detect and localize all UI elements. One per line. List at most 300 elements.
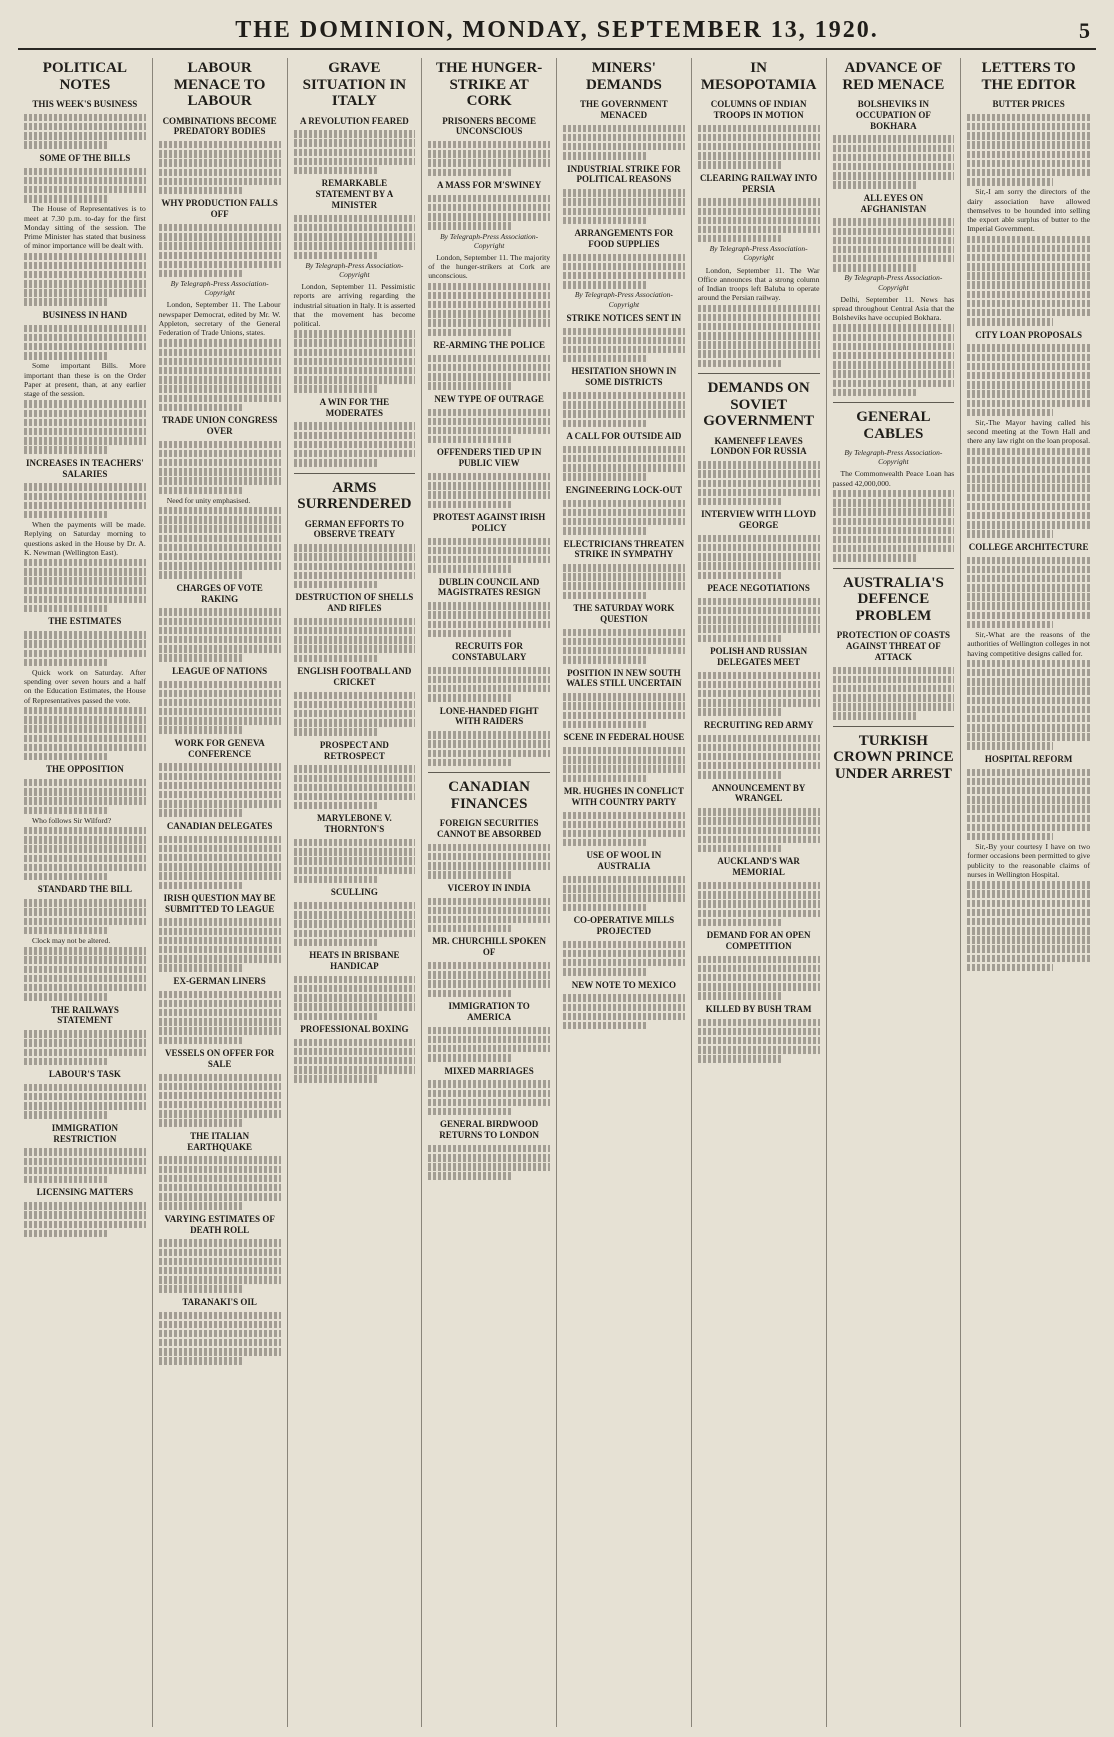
body-text-line: [428, 621, 550, 628]
body-text-line: [698, 891, 820, 898]
body-text-line: [159, 1074, 281, 1081]
body-text-line: [294, 876, 379, 883]
body-text-line: [967, 669, 1090, 676]
body-text-line: [24, 735, 146, 742]
body-text-line: [698, 314, 820, 321]
body-text-line: [563, 573, 685, 580]
body-text-line: [428, 382, 513, 389]
body-text-line: [428, 1080, 550, 1087]
dateline: By Telegraph-Press Association-Copyright: [170, 279, 269, 298]
article-paragraph: Sir,-By your courtesy I have on two former occasions been permitted to give publicity to the reasonable claims of nurses in Wellington Hospital.: [967, 842, 1090, 879]
article-subheading: POLISH AND RUSSIAN DELEGATES MEET: [710, 645, 808, 667]
body-text-line: [24, 899, 146, 906]
body-text-line: [159, 872, 281, 879]
body-text-line: [698, 625, 820, 632]
article-subheading: REMARKABLE STATEMENT BY A MINISTER: [315, 178, 394, 211]
body-text-line: [159, 763, 281, 770]
body-text-line: [698, 125, 820, 132]
body-text-line: [428, 547, 550, 554]
body-text-line: [294, 233, 416, 240]
article-paragraph: London, September 11. The War Office announces that a strong column of Indian troops left Baluba to operate around the Persian railway.: [697, 265, 820, 303]
body-text-line: [294, 994, 416, 1001]
body-text-line: [24, 271, 146, 278]
body-text-line: [967, 706, 1090, 713]
body-text-line: [24, 956, 146, 963]
body-text-line: [294, 167, 379, 174]
body-text-line: [428, 685, 550, 692]
body-text-line: [428, 538, 550, 545]
body-text-line: [24, 325, 146, 332]
body-text-line: [563, 189, 685, 196]
article-headline: ARMS SURRENDERED: [297, 479, 412, 513]
body-text-line: [563, 950, 685, 957]
body-text-line: [428, 1154, 550, 1161]
body-text-line: [833, 237, 955, 244]
body-text-line: [24, 483, 146, 490]
body-text-line: [563, 564, 685, 571]
body-text-line: [428, 292, 550, 299]
body-text-line: [967, 318, 1053, 325]
body-text-line: [428, 409, 550, 416]
body-text-line: [428, 871, 513, 878]
article-paragraph: The Commonwealth Peace Loan has passed 42,000,000.: [832, 469, 955, 488]
column-rule: [698, 373, 820, 374]
body-text-line: [24, 114, 146, 121]
body-text-line: [428, 602, 550, 609]
article-subheading: VICEROY IN INDIA: [447, 882, 531, 893]
body-text-line: [563, 830, 685, 837]
body-text-line: [967, 575, 1090, 582]
body-text-line: [294, 655, 379, 662]
body-text-line: [833, 255, 955, 262]
body-text-line: [159, 1321, 281, 1328]
body-text-line: [967, 805, 1090, 812]
article-body: [833, 469, 955, 488]
body-text-line: [24, 168, 146, 175]
body-text-line: [967, 742, 1053, 749]
body-text-line: [428, 694, 513, 701]
body-text-line: [967, 521, 1090, 528]
body-text-line: [24, 195, 109, 202]
body-text-line: [159, 242, 281, 249]
body-text-line: [294, 719, 416, 726]
article-subheading: THE OPPOSITION: [45, 764, 124, 775]
body-text-line: [159, 395, 281, 402]
body-text-line: [159, 845, 281, 852]
article-subheading: STRIKE NOTICES SENT IN: [566, 312, 682, 323]
body-text-line: [428, 676, 550, 683]
body-text-line: [967, 769, 1090, 776]
body-text-line: [159, 654, 244, 661]
body-text-line: [967, 263, 1090, 270]
body-text-line: [428, 473, 550, 480]
body-text-line: [159, 882, 244, 889]
body-text-line: [159, 261, 281, 268]
body-text-line: [428, 556, 550, 563]
body-text-line: [159, 1119, 244, 1126]
body-text-line: [833, 676, 955, 683]
article-headline: IN MESOPOTAMIA: [700, 60, 817, 93]
body-text-line: [159, 525, 281, 532]
body-text-line: [698, 360, 783, 367]
body-text-line: [833, 694, 955, 701]
article-body: [698, 266, 820, 303]
body-text-line: [24, 947, 146, 954]
body-text-line: [563, 941, 685, 948]
article-subheading: ANNOUNCEMENT BY WRANGEL: [711, 782, 806, 804]
body-text-line: [563, 500, 685, 507]
body-text-line: [967, 824, 1090, 831]
body-text-line: [294, 422, 416, 429]
body-text-line: [24, 1058, 109, 1065]
body-text-line: [159, 233, 281, 240]
body-text-line: [967, 660, 1090, 667]
body-text-line: [428, 750, 550, 757]
article-subheading: BOLSHEVIKS IN OCCUPATION OF BOKHARA: [855, 99, 931, 131]
body-text-line: [967, 475, 1090, 482]
article-subheading: FOREIGN SECURITIES CANNOT BE ABSORBED: [436, 818, 542, 839]
body-text-line: [428, 565, 513, 572]
body-text-line: [24, 493, 146, 500]
body-text-line: [159, 1037, 244, 1044]
body-text-line: [428, 844, 550, 851]
body-text-line: [24, 864, 146, 871]
body-text-line: [294, 544, 416, 551]
article-subheading: ELECTRICIANS THREATEN STRIKE IN SYMPATHY: [563, 538, 685, 560]
body-text-line: [159, 1166, 281, 1173]
body-text-line: [967, 566, 1090, 573]
body-text-line: [967, 390, 1090, 397]
body-text-line: [294, 1066, 416, 1073]
body-text-line: [698, 544, 820, 551]
body-text-line: [24, 908, 146, 915]
body-text-line: [294, 367, 416, 374]
body-text-line: [698, 198, 820, 205]
body-text-line: [159, 1193, 281, 1200]
body-text-line: [967, 936, 1090, 943]
body-text-line: [159, 863, 281, 870]
body-text-line: [563, 775, 648, 782]
body-text-line: [159, 1348, 281, 1355]
column-4: [422, 58, 557, 1727]
body-text-line: [159, 349, 281, 356]
body-text-line: [159, 937, 281, 944]
body-text-line: [24, 352, 109, 359]
body-text-line: [698, 217, 820, 224]
body-text-line: [967, 281, 1090, 288]
body-text-line: [967, 833, 1053, 840]
body-text-line: [159, 1312, 281, 1319]
body-text-line: [833, 361, 955, 368]
body-text-line: [967, 593, 1090, 600]
article-subheading: A REVOLUTION FEARED: [299, 115, 409, 126]
body-text-line: [833, 163, 955, 170]
body-text-line: [294, 784, 416, 791]
article-paragraph: Some important Bills. More important than these is on the Order Paper at present, than, at any earlier stage of the session.: [24, 361, 146, 399]
body-text-line: [563, 509, 685, 516]
body-text-line: [967, 733, 1090, 740]
article-subheading: RECRUITING RED ARMY: [703, 719, 814, 730]
body-text-line: [24, 966, 146, 973]
body-text-line: [833, 172, 955, 179]
article-body: [294, 282, 416, 328]
article-subheading: NEW NOTE TO MEXICO: [571, 979, 677, 990]
body-text-line: [563, 693, 685, 700]
body-text-line: [698, 699, 820, 706]
body-text-line: [294, 459, 379, 466]
body-text-line: [294, 215, 416, 222]
body-text-line: [24, 1039, 146, 1046]
article-subheading: COLUMNS OF INDIAN TROOPS IN MOTION: [710, 99, 807, 120]
body-text-line: [24, 716, 146, 723]
article-paragraph: Sir,-The Mayor having called his second meeting at the Town Hall and there any law right on the loan proposal.: [967, 417, 1090, 446]
body-text-line: [428, 150, 550, 157]
article-subheading: INDUSTRIAL STRIKE FOR POLITICAL REASONS: [567, 163, 681, 185]
body-text-line: [967, 236, 1090, 243]
body-text-line: [159, 782, 281, 789]
body-text-line: [294, 930, 416, 937]
body-text-line: [159, 535, 281, 542]
article-subheading: DEMAND FOR AN OPEN COMPETITION: [706, 930, 811, 951]
article-subheading: PROFESSIONAL BOXING: [300, 1023, 409, 1034]
body-text-line: [428, 731, 550, 738]
body-text-line: [967, 890, 1090, 897]
body-text-line: [698, 598, 820, 605]
body-text-line: [428, 418, 550, 425]
article-subheading: CITY LOAN PROPOSALS: [975, 329, 1082, 340]
body-text-line: [563, 592, 648, 599]
body-text-line: [24, 289, 146, 296]
body-text-line: [294, 1013, 379, 1020]
article-subheading: RECRUITS FOR CONSTABULARY: [451, 641, 527, 662]
body-text-line: [159, 1110, 281, 1117]
article-headline: MINERS' DEMANDS: [585, 60, 662, 93]
body-text-line: [294, 645, 416, 652]
body-text-line: [294, 627, 416, 634]
body-text-line: [24, 1102, 146, 1109]
body-text-line: [24, 587, 146, 594]
body-text-line: [833, 334, 955, 341]
page-number: 5: [1079, 18, 1090, 43]
dateline: By Telegraph-Press Association-Copyright: [709, 244, 808, 263]
body-text-line: [428, 364, 550, 371]
body-text-line: [967, 160, 1090, 167]
body-text-line: [698, 635, 783, 642]
body-text-line: [967, 796, 1090, 803]
body-text-line: [698, 607, 820, 614]
article-subheading: PROTECTION OF COASTS AGAINST THREAT OF ATTACK: [836, 630, 950, 662]
body-text-line: [24, 132, 146, 139]
body-text-line: [428, 925, 513, 932]
body-text-line: [428, 373, 550, 380]
body-text-line: [698, 350, 820, 357]
article-subheading: EX-GERMAN LINERS: [173, 975, 266, 986]
body-text-line: [294, 1057, 416, 1064]
body-text-line: [428, 759, 513, 766]
body-text-line: [24, 788, 146, 795]
body-text-line: [24, 502, 146, 509]
body-text-line: [159, 1285, 244, 1292]
article-subheading: RE-ARMING THE POLICE: [433, 339, 546, 350]
body-text-line: [24, 559, 146, 566]
body-text-line: [294, 985, 416, 992]
body-text-line: [698, 535, 820, 542]
article-body: [833, 295, 955, 323]
body-text-line: [967, 381, 1090, 388]
body-text-line: [24, 410, 146, 417]
body-text-line: [698, 470, 820, 477]
dateline: By Telegraph-Press Association-Copyright: [844, 448, 943, 467]
body-text-line: [967, 697, 1090, 704]
body-text-line: [159, 252, 281, 259]
article-paragraph: Sir,-I am sorry the directors of the dairy association have allowed themselves to be hounded into selling the export able surplus of butter to the Imperial Government.: [967, 187, 1090, 234]
article-subheading: COLLEGE ARCHITECTURE: [968, 541, 1089, 552]
body-text-line: [24, 975, 146, 982]
body-text-line: [967, 372, 1090, 379]
body-text-line: [159, 1258, 281, 1265]
body-text-line: [24, 1049, 146, 1056]
article-paragraph: Need for unity emphasised.: [166, 495, 251, 505]
body-text-line: [563, 629, 685, 636]
body-text-line: [159, 1083, 281, 1090]
body-text-line: [294, 158, 416, 165]
article-body: [159, 496, 281, 505]
body-text-line: [563, 143, 685, 150]
body-text-line: [967, 557, 1090, 564]
article-subheading: NEW TYPE OF OUTRAGE: [434, 393, 544, 404]
body-text-line: [294, 710, 416, 717]
body-text-line: [159, 1018, 281, 1025]
body-text-line: [428, 195, 550, 202]
article-paragraph: Who follows Sir Wilford?: [32, 815, 112, 825]
body-text-line: [967, 151, 1090, 158]
body-text-line: [24, 918, 146, 925]
body-text-line: [563, 328, 685, 335]
body-text-line: [24, 568, 146, 575]
article-subheading: ENGINEERING LOCK-OUT: [565, 484, 683, 495]
body-text-line: [428, 427, 550, 434]
body-text-line: [698, 983, 820, 990]
body-text-line: [159, 1330, 281, 1337]
body-text-line: [24, 419, 146, 426]
article-subheading: TRADE UNION CONGRESS OVER: [161, 415, 278, 436]
body-text-line: [563, 355, 648, 362]
article-paragraph: London, September 11. Pessimistic reports are arriving regarding the industrial situation in Italy. It is asserted that the movement has become political.: [293, 282, 416, 329]
body-text-line: [24, 577, 146, 584]
article-subheading: CHARGES OF VOTE RAKING: [176, 582, 263, 604]
body-text-line: [24, 280, 146, 287]
article-headline: LETTERS TO THE EDITOR: [981, 60, 1076, 93]
body-text-line: [294, 848, 416, 855]
body-text-line: [24, 1176, 109, 1183]
body-text-line: [428, 916, 550, 923]
body-text-line: [24, 123, 146, 130]
body-text-line: [159, 946, 281, 953]
body-text-line: [563, 1013, 685, 1020]
body-text-line: [563, 420, 648, 427]
body-text-line: [563, 904, 648, 911]
dateline: By Telegraph-Press Association-Copyright: [305, 260, 404, 279]
body-text-line: [428, 213, 550, 220]
body-text-line: [967, 309, 1090, 316]
body-text-line: [294, 765, 416, 772]
article-body: [967, 630, 1090, 658]
body-text-line: [833, 527, 955, 534]
body-text-line: [428, 1045, 550, 1052]
body-text-line: [159, 477, 281, 484]
body-text-line: [967, 503, 1090, 510]
column-1: [18, 58, 153, 1727]
body-text-line: [563, 134, 685, 141]
body-text-line: [698, 1055, 783, 1062]
body-text-line: [24, 1211, 146, 1218]
body-text-line: [563, 455, 685, 462]
body-text-line: [294, 920, 416, 927]
article-subheading: ALL EYES ON AFGHANISTAN: [860, 192, 927, 214]
body-text-line: [967, 245, 1090, 252]
article-subheading: PEACE NEGOTIATIONS: [707, 583, 810, 594]
body-text-line: [967, 114, 1090, 121]
body-text-line: [159, 441, 281, 448]
body-text-line: [563, 392, 685, 399]
body-text-line: [159, 1009, 281, 1016]
body-text-line: [563, 821, 685, 828]
body-text-line: [428, 159, 550, 166]
body-text-line: [428, 853, 550, 860]
body-text-line: [833, 145, 955, 152]
body-text-line: [698, 956, 820, 963]
body-text-line: [833, 536, 955, 543]
article-subheading: ENGLISH FOOTBALL AND CRICKET: [297, 666, 412, 687]
body-text-line: [294, 130, 416, 137]
body-text-line: [294, 1048, 416, 1055]
body-text-line: [24, 744, 146, 751]
body-text-line: [833, 343, 955, 350]
body-text-line: [698, 498, 783, 505]
body-text-line: [294, 349, 416, 356]
body-text-line: [24, 1084, 146, 1091]
body-text-line: [563, 638, 685, 645]
article-subheading: LICENSING MATTERS: [36, 1187, 134, 1198]
body-text-line: [563, 198, 685, 205]
article-subheading: MARYLEBONE V. THORNTON'S: [316, 813, 392, 835]
body-text-line: [428, 667, 550, 674]
body-text-line: [967, 363, 1090, 370]
article-subheading: BUTTER PRICES: [992, 99, 1065, 109]
body-text-line: [159, 270, 244, 277]
article-subheading: A CALL FOR OUTSIDE AID: [566, 431, 682, 442]
dateline: By Telegraph-Press Association-Copyright: [844, 273, 943, 292]
body-text-line: [159, 159, 281, 166]
body-text-line: [698, 341, 820, 348]
body-text-line: [563, 272, 685, 279]
body-text-line: [967, 484, 1090, 491]
article-subheading: AUCKLAND'S WAR MEMORIAL: [717, 856, 800, 878]
body-text-line: [967, 409, 1053, 416]
body-text-line: [24, 186, 146, 193]
body-text-line: [563, 125, 685, 132]
body-text-line: [159, 717, 281, 724]
body-text-line: [428, 740, 550, 747]
column-3: [288, 58, 423, 1727]
article-subheading: INCREASES IN TEACHERS' SALARIES: [25, 457, 144, 479]
body-text-line: [428, 329, 513, 336]
body-text-line: [563, 812, 685, 819]
body-text-line: [698, 753, 820, 760]
body-text-line: [698, 461, 820, 468]
body-text-line: [428, 222, 513, 229]
body-text-line: [428, 1054, 513, 1061]
